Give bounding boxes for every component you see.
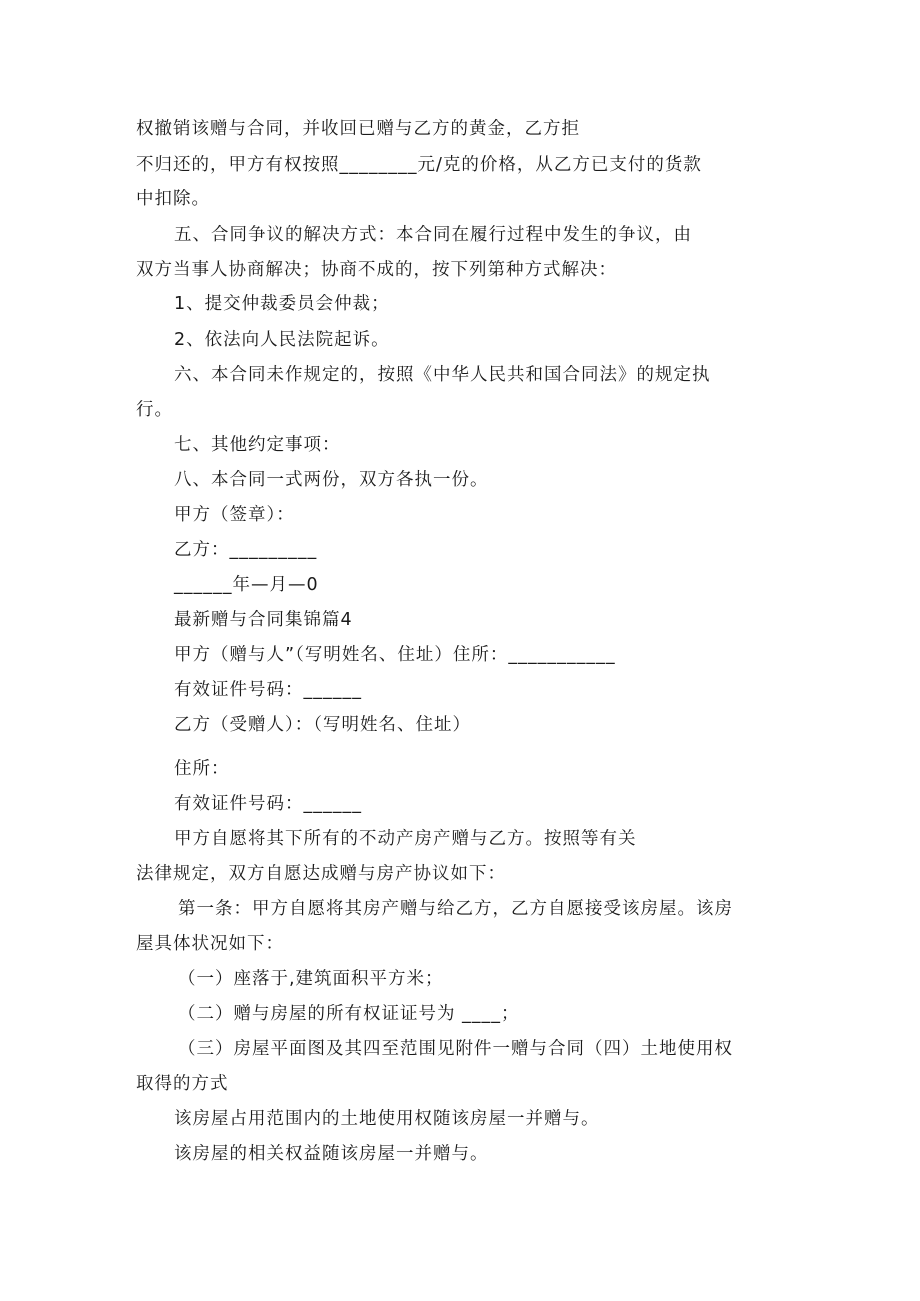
article-one: 第一条：甲方自愿将其房产赠与给乙方，乙方自愿接受该房屋。该房 [178,899,733,919]
paragraph-line: 该房屋的相关权益随该房屋一并赠与。 [174,1144,489,1164]
party-a-id-number: 有效证件号码：______ [174,680,362,700]
list-item: 1、提交仲裁委员会仲裁； [174,294,390,314]
paragraph-line: 法律规定，双方自愿达成赠与房产协议如下： [136,864,506,884]
paragraph-line: 双方当事人协商解决；协商不成的，按下列第种方式解决： [136,260,617,280]
list-item: （二）赠与房屋的所有权证证号为 ____； [178,1004,520,1024]
paragraph-line: 甲方自愿将其下所有的不动产房产赠与乙方。按照等有关 [174,829,637,849]
paragraph-line: 行。 [136,400,173,420]
party-a-info: 甲方（赠与人”（写明姓名、住址）住所：___________ [174,645,616,665]
paragraph-line: 中扣除。 [136,189,210,209]
date-line: ______年—月—0 [174,575,319,595]
party-b-id-number: 有效证件号码：______ [174,794,362,814]
paragraph-line: 权撤销该赠与合同，并收回已赠与乙方的黄金，乙方拒 [136,119,580,139]
section-heading-copies: 八、本合同一式两份，双方各执一份。 [174,470,489,490]
list-item: （一）座落于,建筑面积平方米； [178,969,444,989]
party-b-address: 住所： [174,759,230,779]
section-heading-unspecified: 六、本合同未作规定的，按照《中华人民共和国合同法》的规定执 [174,365,711,385]
section-title: 最新赠与合同集锦篇4 [174,610,353,630]
list-item: 2、依法向人民法院起诉。 [174,330,390,350]
paragraph-line: 取得的方式 [136,1074,229,1094]
party-b-signature-label: 乙方：_________ [174,540,318,560]
list-item: （三）房屋平面图及其四至范围见附件一赠与合同（四）土地使用权 [178,1039,733,1059]
section-heading-other: 七、其他约定事项： [174,435,341,455]
paragraph-line: 不归还的，甲方有权按照________元/克的价格，从乙方已支付的货款 [136,155,702,175]
party-a-signature-label: 甲方（签章）： [174,505,295,525]
party-b-info: 乙方（受赠人）：（写明姓名、住址） [174,715,471,735]
section-heading-dispute: 五、合同争议的解决方式：本合同在履行过程中发生的争议，由 [174,225,692,245]
paragraph-line: 屋具体状况如下： [136,934,284,954]
paragraph-line: 该房屋占用范围内的土地使用权随该房屋一并赠与。 [174,1109,600,1129]
